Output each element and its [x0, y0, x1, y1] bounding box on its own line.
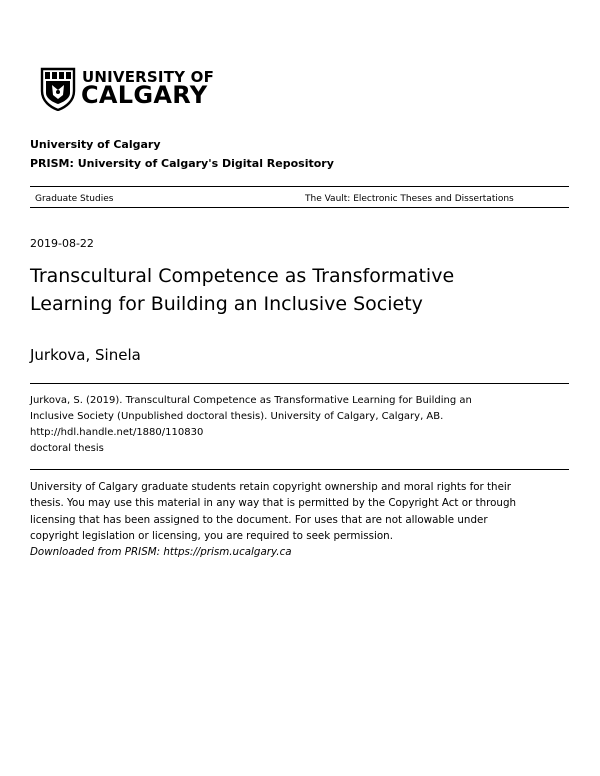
citation-line: Jurkova, S. (2019). Transcultural Competence as Transformative Learning for Building an — [30, 395, 472, 406]
university-logo — [40, 67, 215, 113]
divider — [30, 469, 569, 470]
divider — [30, 207, 569, 208]
logo-line-2: CALGARY — [81, 81, 208, 109]
collection-label: The Vault: Electronic Theses and Dissertations — [305, 194, 514, 204]
citation-line: Inclusive Society (Unpublished doctoral thesis). University of Calgary, Calgary, AB. — [30, 411, 444, 422]
title-line: Learning for Building an Inclusive Society — [30, 293, 423, 315]
author-name: Jurkova, Sinela — [30, 346, 141, 364]
logo-line-1: UNIVERSITY OF — [82, 68, 215, 86]
rights-line: licensing that has been assigned to the document. For uses that are not allowable under — [30, 513, 488, 526]
citation-block — [30, 393, 570, 457]
rights-line: thesis. You may use this material in any way that is permitted by the Copyright Act or through — [30, 497, 517, 510]
download-source[interactable]: Downloaded from PRISM: https://prism.ucalgary.ca — [30, 546, 292, 559]
title-line: Transcultural Competence as Transformative — [30, 265, 455, 287]
university-crest-icon — [40, 67, 76, 111]
rights-line: copyright legislation or licensing, you are required to seek permission. — [30, 529, 393, 542]
divider — [30, 186, 569, 187]
thesis-title — [30, 262, 570, 318]
divider — [30, 383, 569, 384]
faculty-label: Graduate Studies — [35, 194, 114, 204]
rights-line: University of Calgary graduate students retain copyright ownership and moral rights for their — [30, 481, 512, 493]
record-date: 2019-08-22 — [30, 237, 94, 250]
repository-name: PRISM: University of Calgary's Digital Repository — [30, 157, 334, 170]
document-type: doctoral thesis — [30, 443, 104, 454]
handle-link[interactable]: http://hdl.handle.net/1880/110830 — [30, 427, 204, 438]
institution-name: University of Calgary — [30, 138, 161, 151]
rights-statement — [30, 479, 570, 560]
